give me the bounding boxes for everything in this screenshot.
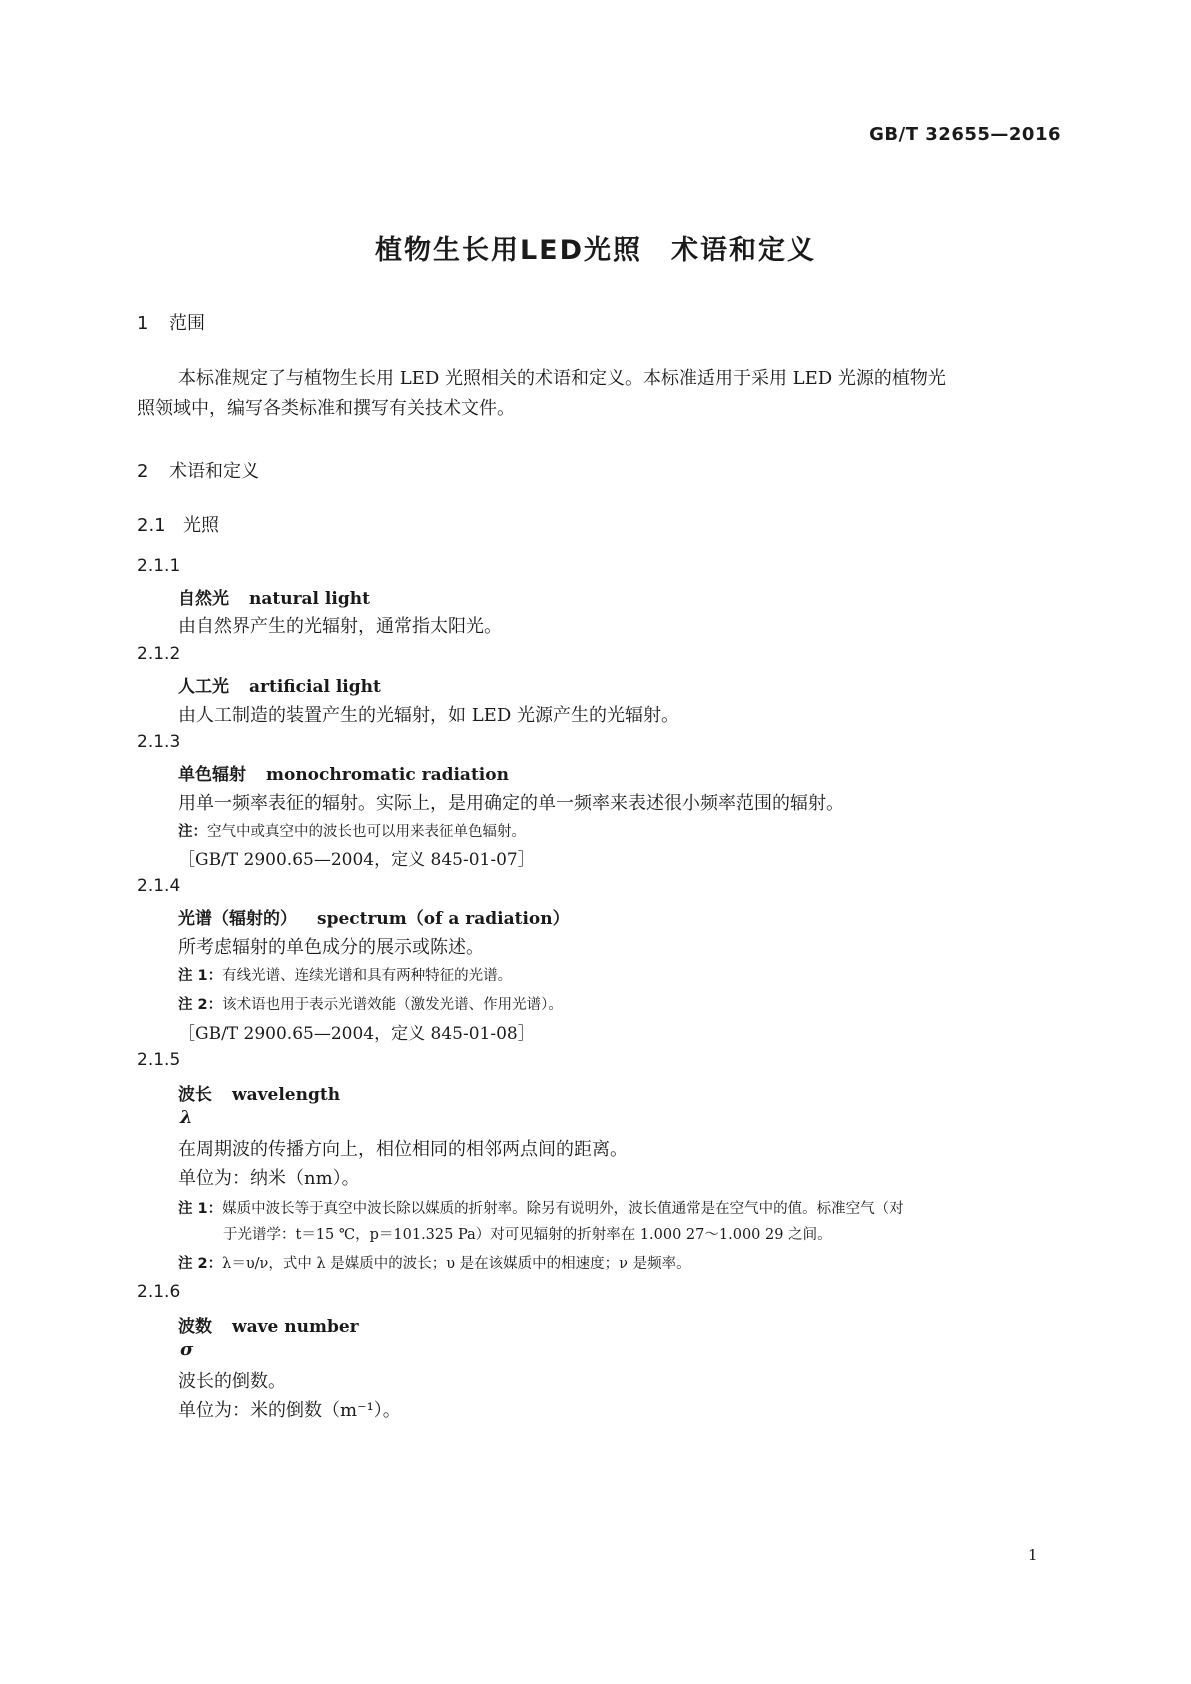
entry-note: 注：空气中或真空中的波长也可以用来表征单色辐射。: [178, 824, 526, 840]
entry-note-1: 注 1：媒质中波长等于真空中波长除以媒质的折射率。除另有说明外，波长值通常是在空气中的值。标准空气（对: [178, 1201, 904, 1217]
section-title: 范围: [169, 313, 205, 334]
scope-paragraph-line1: 本标准规定了与植物生长用 LED 光照相关的术语和定义。本标准适用于采用 LED 光源的植物光: [178, 368, 946, 389]
entry-number: 2.1.4: [137, 876, 181, 896]
entry-number: 2.1.1: [137, 556, 181, 576]
entry-term: 人工光 artificial light: [178, 677, 381, 697]
entry-source: ［GB/T 2900.65—2004，定义 845-01-07］: [178, 850, 535, 870]
section-number: 2: [137, 461, 149, 482]
entry-term: 光谱（辐射的） spectrum（of a radiation）: [178, 909, 570, 929]
section-number: 1: [137, 313, 149, 334]
entry-definition: 波长的倒数。: [178, 1371, 286, 1392]
entry-number: 2.1.6: [137, 1282, 181, 1302]
entry-note-1: 注 1：有线光谱、连续光谱和具有两种特征的光谱。: [178, 968, 513, 984]
section-2-heading: [137, 457, 259, 483]
entry-note-2: 注 2：该术语也用于表示光谱效能（激发光谱、作用光谱）。: [178, 997, 563, 1013]
entry-definition: 在周期波的传播方向上，相位相同的相邻两点间的距离。: [178, 1139, 628, 1160]
entry-definition: 所考虑辐射的单色成分的展示或陈述。: [178, 937, 484, 958]
entry-number: 2.1.3: [137, 732, 181, 752]
entry-unit: 单位为：米的倒数（m⁻¹）。: [178, 1400, 401, 1421]
section-1-heading: [137, 309, 205, 335]
standard-code: GB/T 32655—2016: [869, 124, 1061, 145]
scope-paragraph-line2: 照领域中，编写各类标准和撰写有关技术文件。: [137, 398, 515, 419]
entry-number: 2.1.5: [137, 1050, 181, 1070]
entry-definition: 由自然界产生的光辐射，通常指太阳光。: [178, 616, 502, 637]
page-number: 1: [1028, 1546, 1038, 1564]
entry-definition: 由人工制造的装置产生的光辐射，如 LED 光源产生的光辐射。: [178, 705, 679, 726]
entry-symbol: σ: [180, 1339, 194, 1360]
entry-term: 单色辐射 monochromatic radiation: [178, 765, 509, 785]
entry-symbol: λ: [180, 1107, 193, 1128]
entry-term: 波长 wavelength: [178, 1085, 341, 1105]
entry-definition: 用单一频率表征的辐射。实际上，是用确定的单一频率来表述很小频率范围的辐射。: [178, 793, 844, 814]
entry-source: ［GB/T 2900.65—2004，定义 845-01-08］: [178, 1024, 535, 1044]
subsection-number: 2.1: [137, 515, 166, 536]
entry-term: 波数 wave number: [178, 1317, 359, 1337]
subsection-2-1-heading: [137, 511, 219, 537]
entry-note-2: 注 2：λ＝υ/ν，式中 λ 是媒质中的波长；υ 是在该媒质中的相速度；ν 是频率。: [178, 1256, 691, 1272]
document-title: 植物生长用LED光照 术语和定义: [374, 235, 817, 266]
entry-number: 2.1.2: [137, 644, 181, 664]
entry-term: 自然光 natural light: [178, 589, 370, 609]
entry-note-1-continued: 于光谱学：t＝15 ℃，p＝101.325 Pa）对可见辐射的折射率在 1.000 27～1.000 29 之间。: [223, 1227, 832, 1243]
entry-unit: 单位为：纳米（nm）。: [178, 1168, 360, 1189]
subsection-title: 光照: [183, 515, 219, 536]
section-title: 术语和定义: [169, 461, 259, 482]
